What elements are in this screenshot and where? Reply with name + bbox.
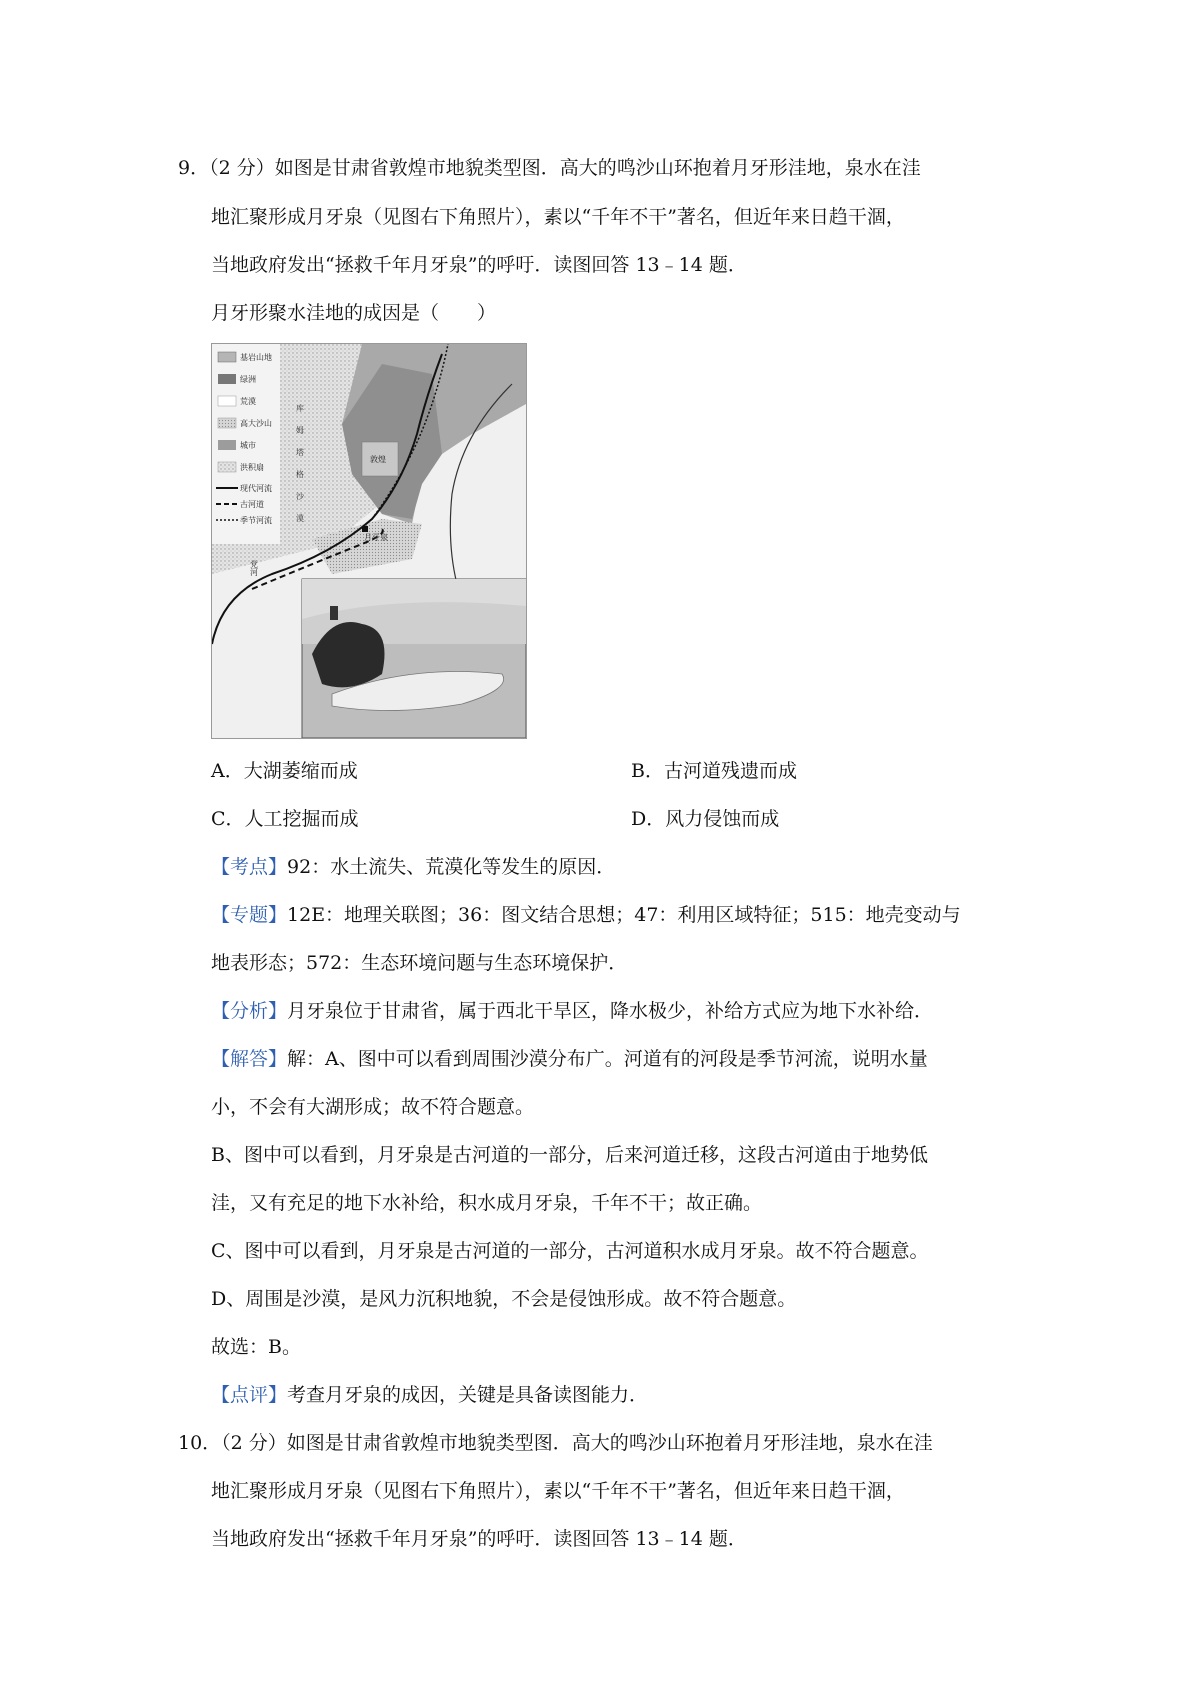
legend-river: 现代河流 [240, 484, 272, 493]
jieda-b-line-2: 洼，又有充足的地下水补给，积水成月牙泉，千年不干；故正确。 [211, 1192, 763, 1214]
jieda-line [211, 1046, 928, 1072]
zhuanti-text-1: 12E：地理关联图；36：图文结合思想；47：利用区域特征；515：地壳变动与 [287, 904, 961, 926]
river-label: 党河 [249, 560, 259, 576]
legend-swatch-bedrock [218, 352, 236, 362]
legend-old-channel: 古河道 [240, 500, 264, 509]
kaodian-tag: 【考点】 [211, 856, 288, 878]
answer-line: 故选：B。 [211, 1336, 301, 1358]
kaodian-text: 92：水土流失、荒漠化等发生的原因． [287, 856, 616, 878]
jieda-tag: 【解答】 [211, 1048, 288, 1070]
landform-map [212, 344, 526, 738]
kaodian-line [211, 854, 615, 880]
pavilion-roof [330, 606, 338, 620]
option-a[interactable]: A．大湖萎缩而成 [211, 760, 358, 782]
legend-swatch-fan [218, 462, 236, 472]
zhuanti-line [211, 902, 961, 928]
jieda-text-2: 小，不会有大湖形成；故不符合题意。 [211, 1096, 535, 1118]
dianping-tag: 【点评】 [211, 1384, 288, 1406]
q9-stem-line-1: 9．（2 分）如图是甘肃省敦煌市地貌类型图．高大的鸣沙山环抱着月牙形洼地，泉水在洼 [178, 157, 921, 179]
fenxi-line [211, 998, 933, 1024]
legend-city: 城市 [240, 441, 256, 450]
desert-name-text: 库姆塔格沙漠 [295, 404, 305, 536]
legend-swatch-oasis [218, 374, 236, 384]
inset-photo [302, 579, 526, 738]
legend-swatch-city [218, 440, 236, 450]
q10-stem-line-2: 地汇聚形成月牙泉（见图右下角照片），素以“千年不干”著名，但近年来日趋干涸， [211, 1480, 905, 1502]
q9-stem-line-3: 当地政府发出“拯救千年月牙泉”的呼吁．读图回答 13﹣14 题． [211, 254, 747, 276]
option-d[interactable]: D．风力侵蚀而成 [631, 808, 780, 830]
legend-fan: 洪积扇 [240, 463, 264, 472]
dianping-line [211, 1382, 648, 1408]
q9-stem-line-2: 地汇聚形成月牙泉（见图右下角照片），素以“千年不干”著名，但近年来日趋干涸， [211, 206, 905, 228]
spring-label: 月牙泉 [364, 533, 388, 542]
legend-seasonal: 季节河流 [240, 516, 272, 525]
q10-stem-line-1: 10．（2 分）如图是甘肃省敦煌市地貌类型图．高大的鸣沙山环抱着月牙形洼地，泉水在洼 [178, 1432, 933, 1454]
legend-swatch-desert [218, 396, 236, 406]
landform-map-figure [211, 343, 527, 739]
jieda-b-line-1: B、图中可以看到，月牙泉是古河道的一部分，后来河道迁移，这段古河道由于地势低 [211, 1144, 928, 1166]
city-label: 敦煌 [370, 455, 386, 464]
legend-bedrock: 基岩山地 [240, 353, 272, 362]
legend-sand: 高大沙山 [240, 419, 272, 428]
desert-name-vertical [295, 403, 305, 536]
fenxi-tag: 【分析】 [211, 1000, 288, 1022]
q9-question: 月牙形聚水洼地的成因是（ ） [211, 302, 497, 324]
option-b[interactable]: B．古河道残遗而成 [631, 760, 797, 782]
legend-swatch-sand [218, 418, 236, 428]
zhuanti-text-2: 地表形态；572：生态环境问题与生态环境保护． [211, 952, 628, 974]
dianping-text: 考查月牙泉的成因，关键是具备读图能力． [287, 1384, 649, 1406]
zhuanti-tag: 【专题】 [211, 904, 288, 926]
jieda-text-1: 解：A、图中可以看到周围沙漠分布广。河道有的河段是季节河流，说明水量 [287, 1048, 928, 1070]
legend-oasis: 绿洲 [240, 375, 256, 384]
jieda-d-line: D、周围是沙漠，是风力沉积地貌，不会是侵蚀形成。故不符合题意。 [211, 1288, 797, 1310]
option-c[interactable]: C．人工挖掘而成 [211, 808, 359, 830]
fenxi-text: 月牙泉位于甘肃省，属于西北干旱区，降水极少，补给方式应为地下水补给． [287, 1000, 934, 1022]
legend-desert: 荒漠 [240, 397, 256, 406]
spring-marker [362, 526, 368, 532]
jieda-c-line: C、图中可以看到，月牙泉是古河道的一部分，古河道积水成月牙泉。故不符合题意。 [211, 1240, 929, 1262]
q10-stem-line-3: 当地政府发出“拯救千年月牙泉”的呼吁．读图回答 13﹣14 题． [211, 1528, 747, 1550]
